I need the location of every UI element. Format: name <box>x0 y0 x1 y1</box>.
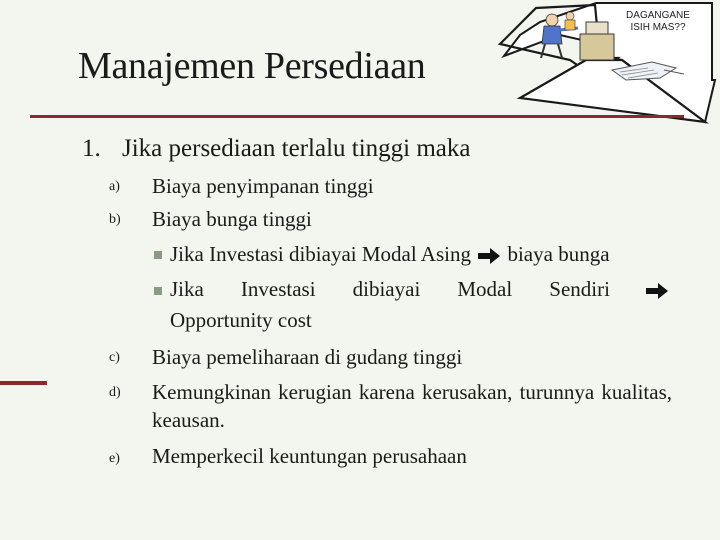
callout-line-2: ISIH MAS?? <box>630 22 686 33</box>
sub-item-2-word: dibiayai <box>352 277 421 301</box>
list-item-d: Kemungkinan kerugian karena kerusakan, turunnya kualitas, keausan. <box>152 380 672 432</box>
section-heading <box>82 135 471 163</box>
list-item-b: Biaya bunga tinggi <box>152 207 312 231</box>
list-item-e: Memperkecil keuntungan perusahaan <box>152 444 467 468</box>
sub-item-2-word: Modal <box>457 277 513 301</box>
sub-item-1 <box>170 239 670 270</box>
sub-item-2-word: Investasi <box>240 277 316 301</box>
item-marker-e: e) <box>109 451 120 466</box>
slide-title: Manajemen Persediaan <box>78 45 426 87</box>
item-marker-b: b) <box>109 212 121 227</box>
sub-item-1-result: biaya bunga <box>507 242 610 266</box>
bullet-square-icon <box>154 251 162 259</box>
item-marker-d: d) <box>109 385 121 400</box>
heading-text: Jika persediaan terlalu tinggi maka <box>122 135 471 162</box>
sub-item-2-word: Jika <box>170 277 204 301</box>
title-divider <box>30 115 684 118</box>
item-marker-a: a) <box>109 179 120 194</box>
heading-number: 1. <box>82 135 101 162</box>
callout-line-1: DAGANGANE <box>626 10 690 21</box>
callout-text <box>612 10 704 34</box>
right-arrow-icon <box>476 239 502 270</box>
item-marker-c: c) <box>109 350 120 365</box>
sub-item-1-text: Jika Investasi dibiayai Modal Asing <box>170 242 471 266</box>
left-accent-bar <box>0 381 47 385</box>
list-item-c: Biaya pemeliharaan di gudang tinggi <box>152 345 463 369</box>
sub-item-2-word: Sendiri <box>549 277 610 301</box>
right-arrow-icon <box>644 274 670 305</box>
sub-item-2-result: Opportunity cost <box>170 308 312 332</box>
bullet-square-icon <box>154 287 162 295</box>
list-item-a: Biaya penyimpanan tinggi <box>152 174 374 198</box>
sub-item-2-text <box>170 274 610 305</box>
sub-item-2 <box>170 274 670 336</box>
